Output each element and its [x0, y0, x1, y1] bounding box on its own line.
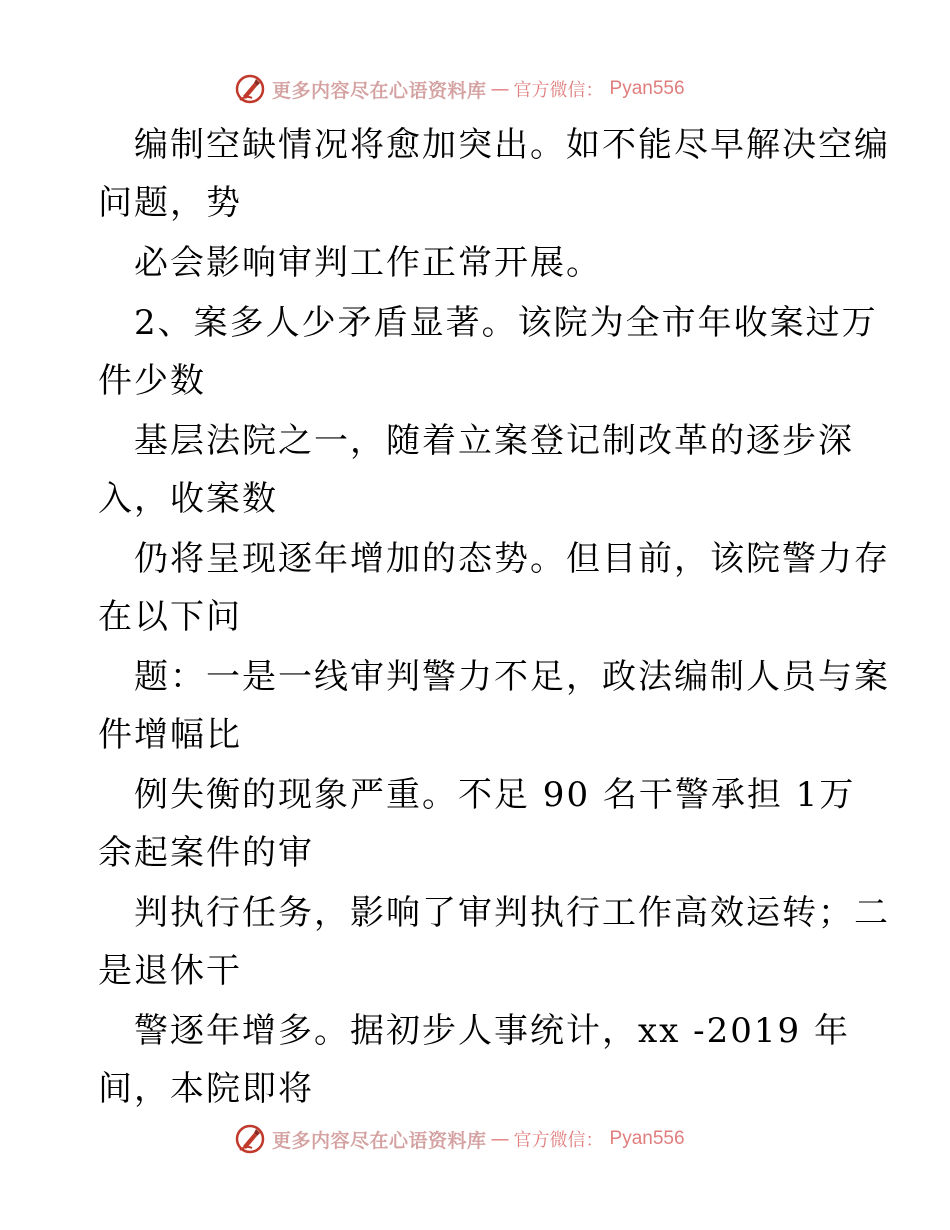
watermark-wechat-id: Pyan556	[609, 78, 685, 99]
watermark-wechat-id: Pyan556	[609, 1128, 685, 1149]
watermark-dash: —	[490, 78, 510, 100]
body-line: 问题，势	[98, 183, 242, 223]
watermark-sub-text: 官方微信：	[513, 1130, 604, 1151]
body-line: 件少数	[98, 361, 206, 401]
watermark-main-text: 更多内容尽在心语资料库	[272, 1129, 487, 1152]
watermark-main-text: 更多内容尽在心语资料库	[272, 79, 487, 102]
body-line: 余起案件的审	[98, 833, 314, 873]
body-line: 件增幅比	[98, 715, 242, 755]
body-line: 在以下问	[98, 597, 242, 637]
body-line: 编制空缺情况将愈加突出。如不能尽早解决空编	[134, 125, 890, 165]
body-line: 入，收案数	[98, 479, 278, 519]
body-line: 是退休干	[98, 951, 242, 991]
pen-logo-icon	[234, 1123, 266, 1155]
body-line: 基层法院之一，随着立案登记制改革的逐步深	[134, 421, 854, 461]
watermark-sub-text: 官方微信：	[513, 80, 604, 101]
body-line: 仍将呈现逐年增加的态势。但目前，该院警力存	[134, 539, 890, 579]
body-line: 题：一是一线审判警力不足，政法编制人员与案	[134, 657, 890, 697]
watermark-dash: —	[490, 1128, 510, 1150]
watermark-footer	[234, 1122, 685, 1156]
watermark-header	[234, 72, 685, 106]
body-line: 2、案多人少矛盾显著。该院为全市年收案过万	[134, 303, 878, 343]
pen-logo-icon	[234, 73, 266, 105]
body-line: 例失衡的现象严重。不足 90 名干警承担 1万	[134, 775, 856, 815]
body-line: 判执行任务，影响了审判执行工作高效运转；二	[134, 893, 890, 933]
body-line: 警逐年增多。据初步人事统计，xx -2019 年	[134, 1011, 850, 1051]
body-line: 必会影响审判工作正常开展。	[134, 243, 602, 283]
body-line: 间，本院即将	[98, 1069, 314, 1109]
